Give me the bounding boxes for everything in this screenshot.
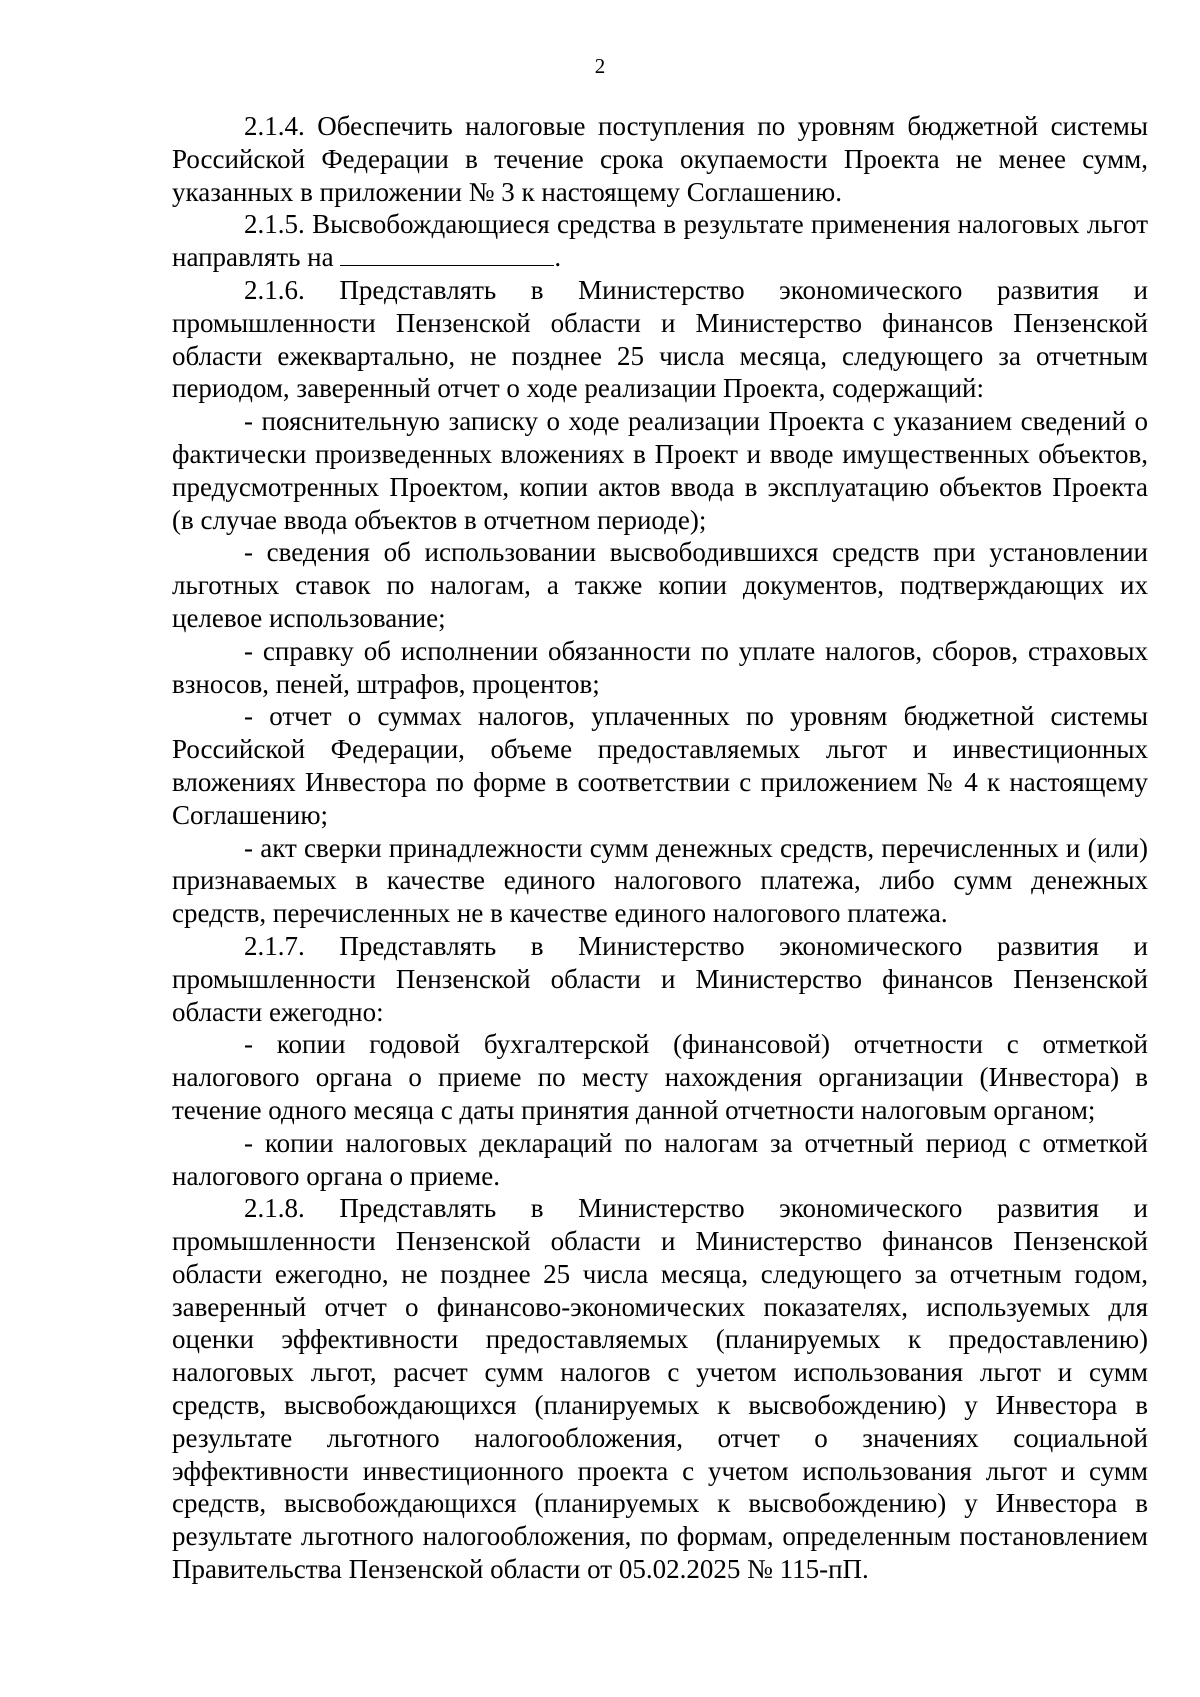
document-body (172, 110, 1148, 1586)
clause-2-1-7: 2.1.7. Представлять в Министерство экономического развития и промышленности Пензенской области и Министерство финансов Пензенской области ежегодно: (172, 930, 1148, 1027)
clause-2-1-7-item-annual-reports: - копии годовой бухгалтерской (финансовой) отчетности с отметкой налогового органа о приеме по месту нахождения организации (Инвестора) в течение одного месяца с даты принятия данной отчетности налоговым органом; (172, 1029, 1148, 1125)
clause-2-1-6-item-reconciliation-act: - акт сверки принадлежности сумм денежных средств, перечисленных и (или) признаваемых в качестве единого налогового платежа, либо сумм денежных средств, перечисленных не в качестве единого налогового платежа. (172, 832, 1148, 929)
clause-2-1-4: 2.1.4. Обеспечить налоговые поступления по уровням бюджетной системы Российской Федерации в течение срока окупаемости Проекта не менее сумм, указанных в приложении № 3 к настоящему Соглашению. (172, 111, 1148, 207)
clause-2-1-7-item-tax-declarations: - копии налоговых деклараций по налогам за отчетный период с отметкой налогового органа о приеме. (172, 1127, 1148, 1191)
clause-2-1-6-item-explanatory-note: - пояснительную записку о ходе реализации Проекта с указанием сведений о фактически произведенных вложениях в Проект и вводе имущественных объектов, предусмотренных Проектом, копии актов ввода в эксплуатацию объектов Проекта (в случае ввода объектов в отчетном периоде); (172, 406, 1148, 535)
clause-2-1-6-item-released-funds: - сведения об использовании высвободившихся средств при установлении льготных ставок по налогам, а также копии документов, подтверждающих их целевое использование; (172, 537, 1148, 633)
clause-2-1-8: 2.1.8. Представлять в Министерство экономического развития и промышленности Пензенской области и Министерство финансов Пензенской области ежегодно, не позднее 25 числа месяца, следующего за отчетным годом, заверенный отчет о финансово-экономических показателях, используемых для оценки эффективности предоставляемых (планируемых к предоставлению) налоговых льгот, расчет сумм налогов с учетом использования льгот и сумм средств, высвобождающихся (планируемых к высвобождению) у Инвестора в результате льготного налогообложения, отчет о значениях социальной эффективности инвестиционного проекта с учетом использования льгот и сумм средств, высвобождающихся (планируемых к высвобождению) у Инвестора в результате льготного налогообложения, по формам, определенным постановлением Правительства Пензенской области от 05.02.2025 № 115-пП. (172, 1193, 1148, 1585)
clause-2-1-6-item-tax-certificate: - справку об исполнении обязанности по уплате налогов, сборов, страховых взносов, пеней, штрафов, процентов; (172, 635, 1148, 699)
clause-2-1-6-item-tax-report: - отчет о суммах налогов, уплаченных по уровням бюджетной системы Российской Федерации, объеме предоставляемых льгот и инвестиционных вложениях Инвестора по форме в соответствии с приложением № 4 к настоящему Соглашению; (172, 701, 1148, 830)
page-number: 2 (594, 54, 606, 78)
clause-2-1-5-text: 2.1.5. Высвобождающиеся средства в результате применения налоговых льгот направлять на (172, 209, 1148, 273)
fill-in-blank-line (340, 245, 554, 266)
clause-2-1-5 (172, 208, 1148, 274)
clause-2-1-6: 2.1.6. Представлять в Министерство экономического развития и промышленности Пензенской области и Министерство финансов Пензенской области ежеквартально, не позднее 25 числа месяца, следующего за отчетным периодом, заверенный отчет о ходе реализации Проекта, содержащий: (172, 274, 1148, 404)
clause-2-1-5-end: . (554, 242, 562, 273)
